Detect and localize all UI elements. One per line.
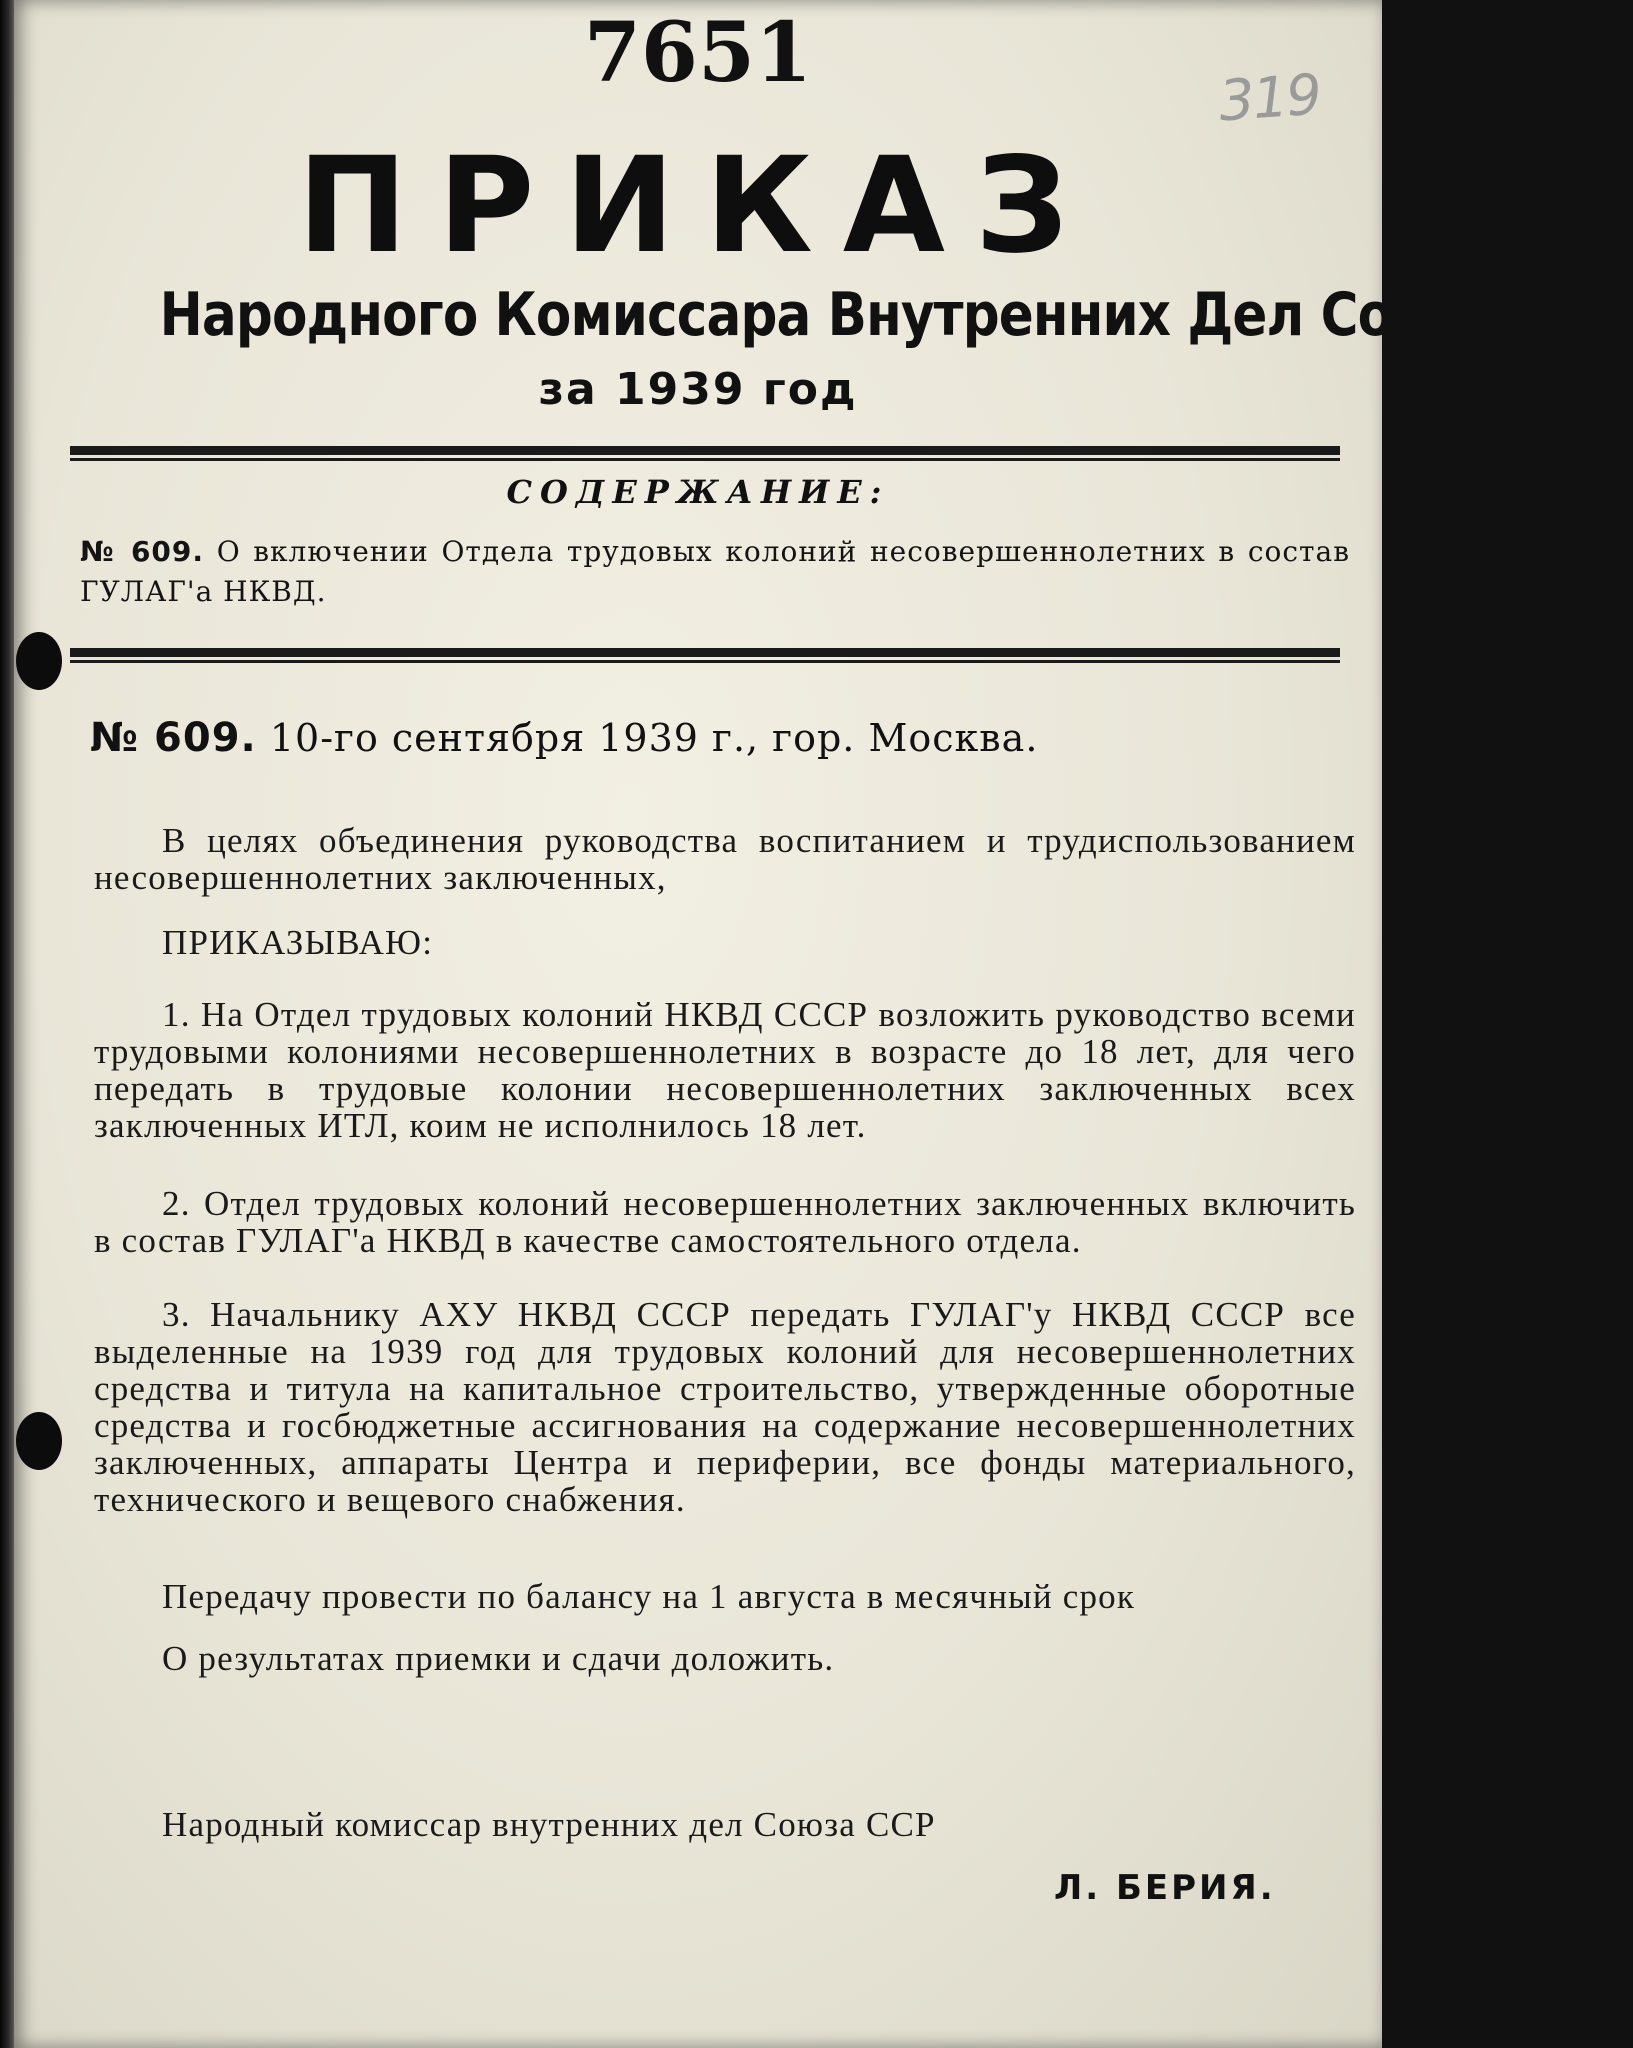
document-page [14, 0, 1633, 2048]
divider-rule [70, 458, 1340, 461]
order-item-2: 2. Отдел трудовых колоний несовершеннолетних заключенных включить в состав ГУЛАГ'а НКВД в качестве самостоятельного отдела. [94, 1184, 1356, 1260]
contents-heading: СОДЕРЖАНИЕ: [506, 473, 890, 511]
punch-hole [16, 632, 62, 690]
signature-name: Л. БЕРИЯ. [1054, 1868, 1276, 1908]
order-command: ПРИКАЗЫВАЮ: [162, 923, 434, 962]
divider-rule [70, 446, 1340, 455]
archive-page-number: 319 [1216, 62, 1323, 135]
punch-hole [16, 1412, 62, 1470]
signer-title: Народный комиссар внутренних дел Союза ССР [162, 1805, 936, 1844]
contents-entry [80, 532, 1350, 612]
order-report-note: О результатах приемки и сдачи доложить. [162, 1639, 835, 1678]
order-preamble: В целях объединения руководства воспитанием и трудиспользованием несовершеннолетних заключенных, [94, 821, 1356, 897]
document-year: за 1939 год [538, 364, 858, 415]
document-number: 7651 [583, 5, 813, 101]
divider-rule [70, 660, 1340, 663]
order-transfer-note: Передачу провести по балансу на 1 августа в месячный срок [162, 1577, 1136, 1616]
document-title: ПРИКАЗ [297, 129, 1099, 283]
document-subtitle: Народного Комиссара Внутренних Дел Союза ССР [159, 280, 1633, 350]
contents-entry-text: О включении Отдела трудовых колоний несовершеннолетних в состав ГУЛАГ'а НКВД. [80, 535, 1350, 608]
order-item-1: 1. На Отдел трудовых колоний НКВД СССР возложить руководство всеми трудовыми колониями несовершеннолетних в возрасте до 18 лет, для чего передать в трудовые колонии несовершеннолетних заключенных всех заключенных ИТЛ, коим не исполнилось 18 лет. [94, 995, 1356, 1145]
order-number: № 609. [90, 715, 257, 761]
page-binding-edge [0, 0, 14, 2048]
order-item-3: 3. Начальнику АХУ НКВД СССР передать ГУЛАГ'у НКВД СССР все выделенные на 1939 год для трудовых колоний для несовершеннолетних средства и титула на капитальное строительство, утвержденные оборотные средства и госбюджетные ассигнования на содержание несовершеннолетних заключенных, аппараты Центра и периферии, все фонды материального, технического и вещевого снабжения. [94, 1295, 1356, 1519]
contents-entry-number: № 609. [80, 535, 205, 568]
order-date-place: 10-го сентября 1939 г., гор. Москва. [269, 716, 1039, 760]
order-header [90, 712, 1340, 764]
divider-rule [70, 648, 1340, 657]
